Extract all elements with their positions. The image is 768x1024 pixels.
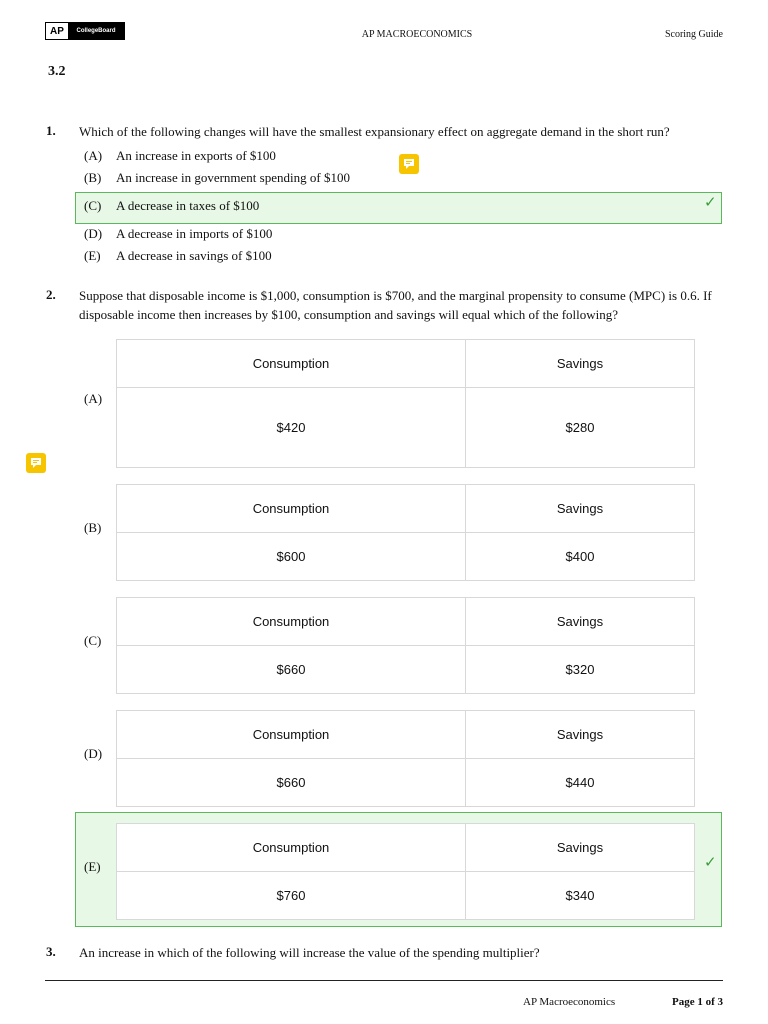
footer-divider bbox=[45, 980, 723, 981]
table-header-savings: Savings bbox=[556, 501, 604, 516]
option-letter: (A) bbox=[84, 148, 103, 163]
table-header-savings: Savings bbox=[556, 727, 604, 742]
savings-value: $340 bbox=[565, 888, 595, 903]
question-2-option-b-letter: (B) bbox=[84, 520, 102, 535]
question-2-option-c-letter: (C) bbox=[84, 633, 102, 648]
question-1-text: Which of the following changes will have the smallest expansionary effect on aggregate demand in the short run? bbox=[79, 124, 670, 139]
table-header-consumption: Consumption bbox=[117, 485, 466, 532]
option-letter: (C) bbox=[84, 198, 102, 213]
question-2-number: 2. bbox=[46, 287, 56, 302]
option-text: A decrease in imports of $100 bbox=[116, 226, 273, 241]
question-2-option-e-table[interactable] bbox=[116, 823, 695, 920]
table-header-consumption: Consumption bbox=[117, 824, 466, 871]
question-2-option-a-table[interactable] bbox=[116, 339, 695, 468]
comment-icon[interactable] bbox=[399, 154, 419, 174]
footer-page-number: Page 1 of 3 bbox=[671, 996, 723, 1008]
question-1-option-c[interactable] bbox=[84, 198, 259, 214]
option-letter: (D) bbox=[84, 226, 103, 241]
footer-course-name: AP Macroeconomics bbox=[523, 996, 616, 1008]
table-header-savings: Savings bbox=[556, 614, 604, 629]
consumption-value: $600 bbox=[117, 533, 466, 580]
consumption-value: $760 bbox=[117, 872, 466, 919]
section-number: 3.2 bbox=[48, 64, 66, 79]
option-text: A decrease in taxes of $100 bbox=[116, 198, 260, 213]
savings-value: $440 bbox=[565, 775, 595, 790]
checkmark-icon: ✓ bbox=[704, 853, 717, 871]
question-3-number: 3. bbox=[46, 944, 56, 959]
question-3-text: An increase in which of the following will increase the value of the spending multiplier? bbox=[79, 945, 540, 960]
table-header-consumption: Consumption bbox=[117, 340, 466, 387]
header-scoring-guide: Scoring Guide bbox=[664, 29, 723, 40]
table-header-consumption: Consumption bbox=[117, 711, 466, 758]
logo-ap-text: AP bbox=[46, 23, 68, 39]
question-2-option-e-letter: (E) bbox=[84, 859, 101, 874]
question-2-option-b-table[interactable] bbox=[116, 484, 695, 581]
consumption-value: $660 bbox=[117, 646, 466, 693]
table-header-savings: Savings bbox=[556, 356, 604, 371]
savings-value: $280 bbox=[565, 420, 595, 435]
question-1-option-e[interactable] bbox=[84, 248, 272, 264]
option-letter: (B) bbox=[84, 170, 102, 185]
option-text: An increase in government spending of $100 bbox=[116, 170, 350, 185]
table-header-savings: Savings bbox=[556, 840, 604, 855]
option-letter: (E) bbox=[84, 248, 101, 263]
option-text: An increase in exports of $100 bbox=[116, 148, 276, 163]
logo-collegeboard-text: CollegeBoard bbox=[68, 23, 124, 39]
consumption-value: $420 bbox=[117, 388, 466, 467]
question-2-option-d-table[interactable] bbox=[116, 710, 695, 807]
checkmark-icon: ✓ bbox=[704, 193, 717, 211]
question-2-option-c-table[interactable] bbox=[116, 597, 695, 694]
question-1-option-b[interactable] bbox=[84, 170, 350, 186]
savings-value: $400 bbox=[565, 549, 595, 564]
question-2-option-d-letter: (D) bbox=[84, 746, 103, 761]
table-header-consumption: Consumption bbox=[117, 598, 466, 645]
question-2-option-a-letter: (A) bbox=[84, 391, 103, 406]
question-2-text: Suppose that disposable income is $1,000, consumption is $700, and the marginal propensity to consume (MPC) is 0.6. If disposable income then increases by $100, consumption and savings will equal which of the following? bbox=[79, 288, 712, 322]
savings-value: $320 bbox=[565, 662, 595, 677]
consumption-value: $660 bbox=[117, 759, 466, 806]
header-title: AP MACROECONOMICS bbox=[361, 29, 473, 40]
question-1-number: 1. bbox=[46, 123, 56, 138]
comment-icon[interactable] bbox=[26, 453, 46, 473]
option-text: A decrease in savings of $100 bbox=[116, 248, 272, 263]
question-1-option-d[interactable] bbox=[84, 226, 272, 242]
question-1-option-a[interactable] bbox=[84, 148, 276, 164]
